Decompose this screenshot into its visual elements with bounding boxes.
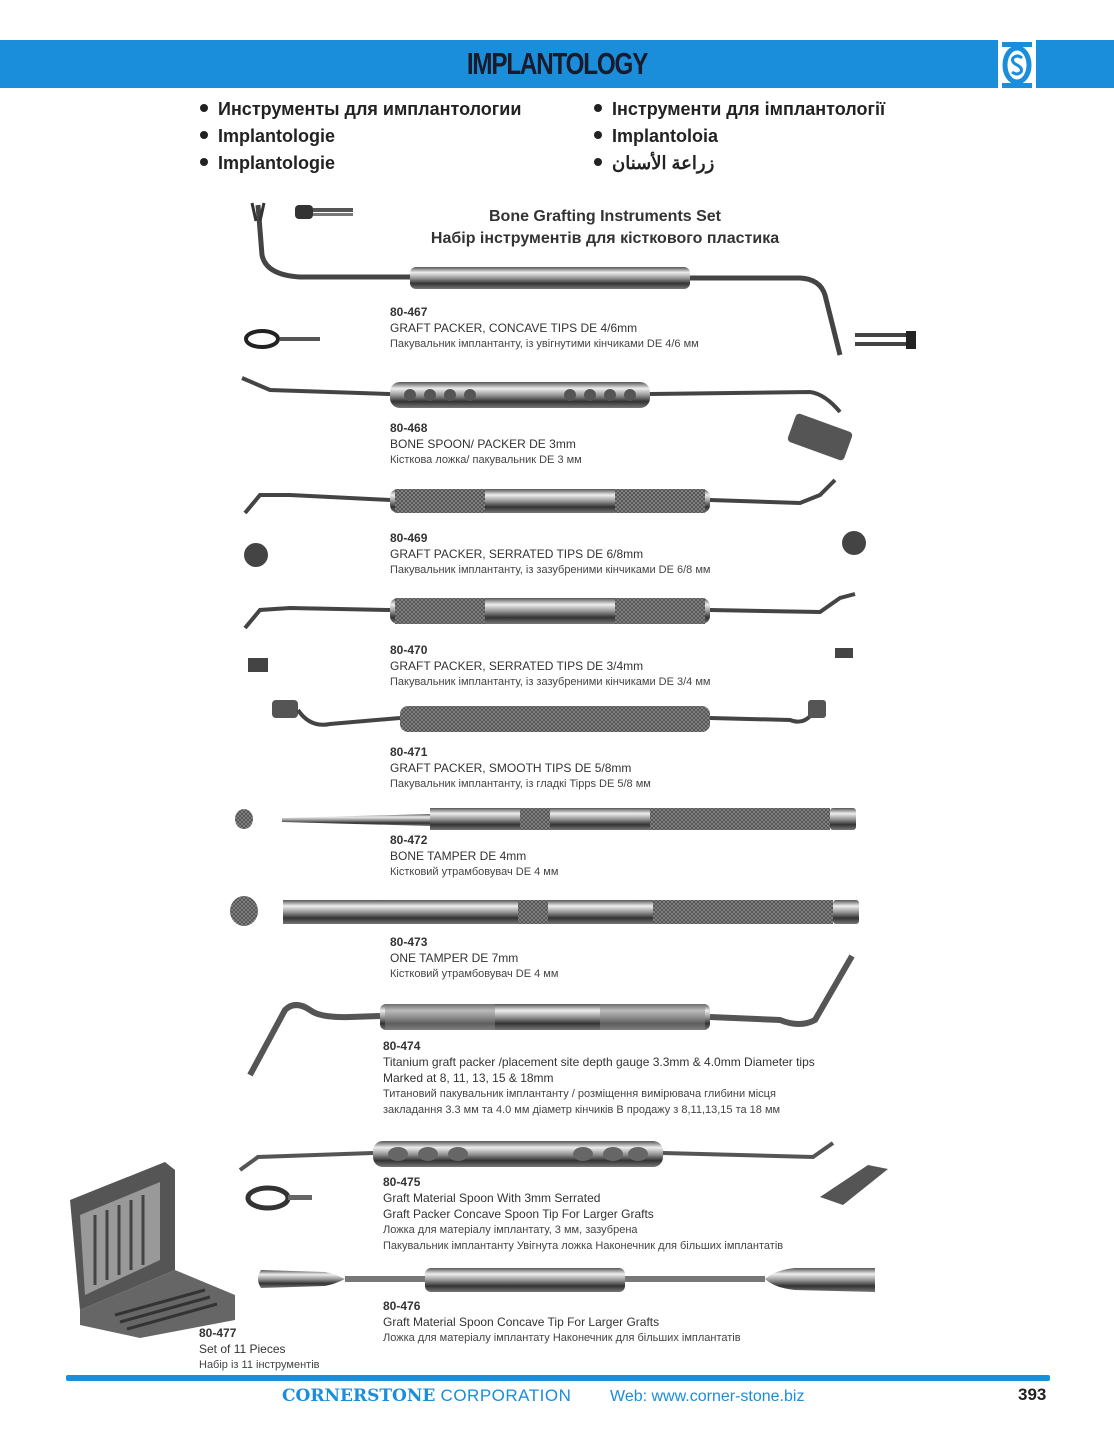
item-80-476: 80-476 Graft Material Spoon Concave Tip For Larger Grafts Ложка для матеріалу імплантату Наконечник для більших імплантатів xyxy=(383,1299,741,1344)
instrument-80-473-image xyxy=(228,892,868,932)
bullet-icon xyxy=(594,158,602,166)
bullet-icon xyxy=(200,104,208,112)
bullet-icon xyxy=(594,131,602,139)
bullet-icon xyxy=(200,131,208,139)
item-80-471: 80-471 GRAFT PACKER, SMOOTH TIPS DE 5/8mm Пакувальник імплантанту, із гладкі Tipps DE 5/8 мм xyxy=(390,745,651,790)
item-80-473: 80-473 ONE TAMPER DE 7mm Кістковий утрамбовувач DE 4 мм xyxy=(390,935,559,980)
cornerstone-logo-icon xyxy=(998,40,1036,90)
footer-website-link[interactable]: Web: www.corner-stone.biz xyxy=(610,1388,805,1405)
item-80-468: 80-468 BONE SPOON/ PACKER DE 3mm Кісткова ложка/ пакувальник DE 3 мм xyxy=(390,421,582,466)
page-title: IMPLANTOLOGY xyxy=(466,46,648,81)
instrument-tray-80-477-image xyxy=(55,1160,240,1340)
language-item: Инструменты для имплантологии xyxy=(200,96,521,123)
language-item: Implantoloia xyxy=(594,123,885,150)
bullet-icon xyxy=(200,158,208,166)
language-list-right xyxy=(594,96,885,177)
item-80-467: 80-467 GRAFT PACKER, CONCAVE TIPS DE 4/6mm Пакувальник імплантанту, із увігнутими кінчиками DE 4/6 мм xyxy=(390,305,699,350)
language-list-left xyxy=(200,96,521,177)
item-80-472: 80-472 BONE TAMPER DE 4mm Кістковий утрамбовувач DE 4 мм xyxy=(390,833,559,878)
language-item: Інструменти для імплантології xyxy=(594,96,885,123)
item-80-477: 80-477 Set of 11 Pieces Набір із 11 інструментів xyxy=(199,1326,320,1371)
language-item: Implantologie xyxy=(200,123,521,150)
header-banner xyxy=(0,40,1114,88)
language-item: Implantologie xyxy=(200,150,521,177)
instrument-80-476-image xyxy=(255,1262,885,1298)
set-title: Bone Grafting Instruments Set Набір інструментів для кісткового пластика xyxy=(430,208,780,247)
footer-divider xyxy=(66,1375,1050,1381)
item-80-470: 80-470 GRAFT PACKER, SERRATED TIPS DE 3/4mm Пакувальник імплантанту, із зазубреними кінчиками DE 3/4 мм xyxy=(390,643,711,688)
bullet-icon xyxy=(594,104,602,112)
item-80-474: 80-474 Titanium graft packer /placement site depth gauge 3.3mm & 4.0mm Diameter tips Marked at 8, 11, 13, 15 & 18mm Титановий пакувальник імплантанту / розміщення вимірювача глибини місця закладання 3.3 мм та 4.0 мм діаметр кінчиків В продажу з 8,11,13,15 та 18 мм xyxy=(383,1039,815,1116)
item-80-475: 80-475 Graft Material Spoon With 3mm Serrated Graft Packer Concave Spoon Tip For Larger Grafts Ложка для матеріалу імплантату, 3 мм, зазубрена Пакувальник імплантанту Увігнута ложка Наконечник для більших імплантатів xyxy=(383,1175,784,1252)
item-80-469: 80-469 GRAFT PACKER, SERRATED TIPS DE 6/8mm Пакувальник імплантанту, із зазубреними кінчиками DE 6/8 мм xyxy=(390,531,711,576)
instrument-80-471-image xyxy=(270,698,870,743)
language-item: زراعة الأسنان xyxy=(594,150,885,177)
footer-company: CORNERSTONE CORPORATION xyxy=(282,1386,572,1406)
page-number: 393 xyxy=(1018,1385,1047,1404)
